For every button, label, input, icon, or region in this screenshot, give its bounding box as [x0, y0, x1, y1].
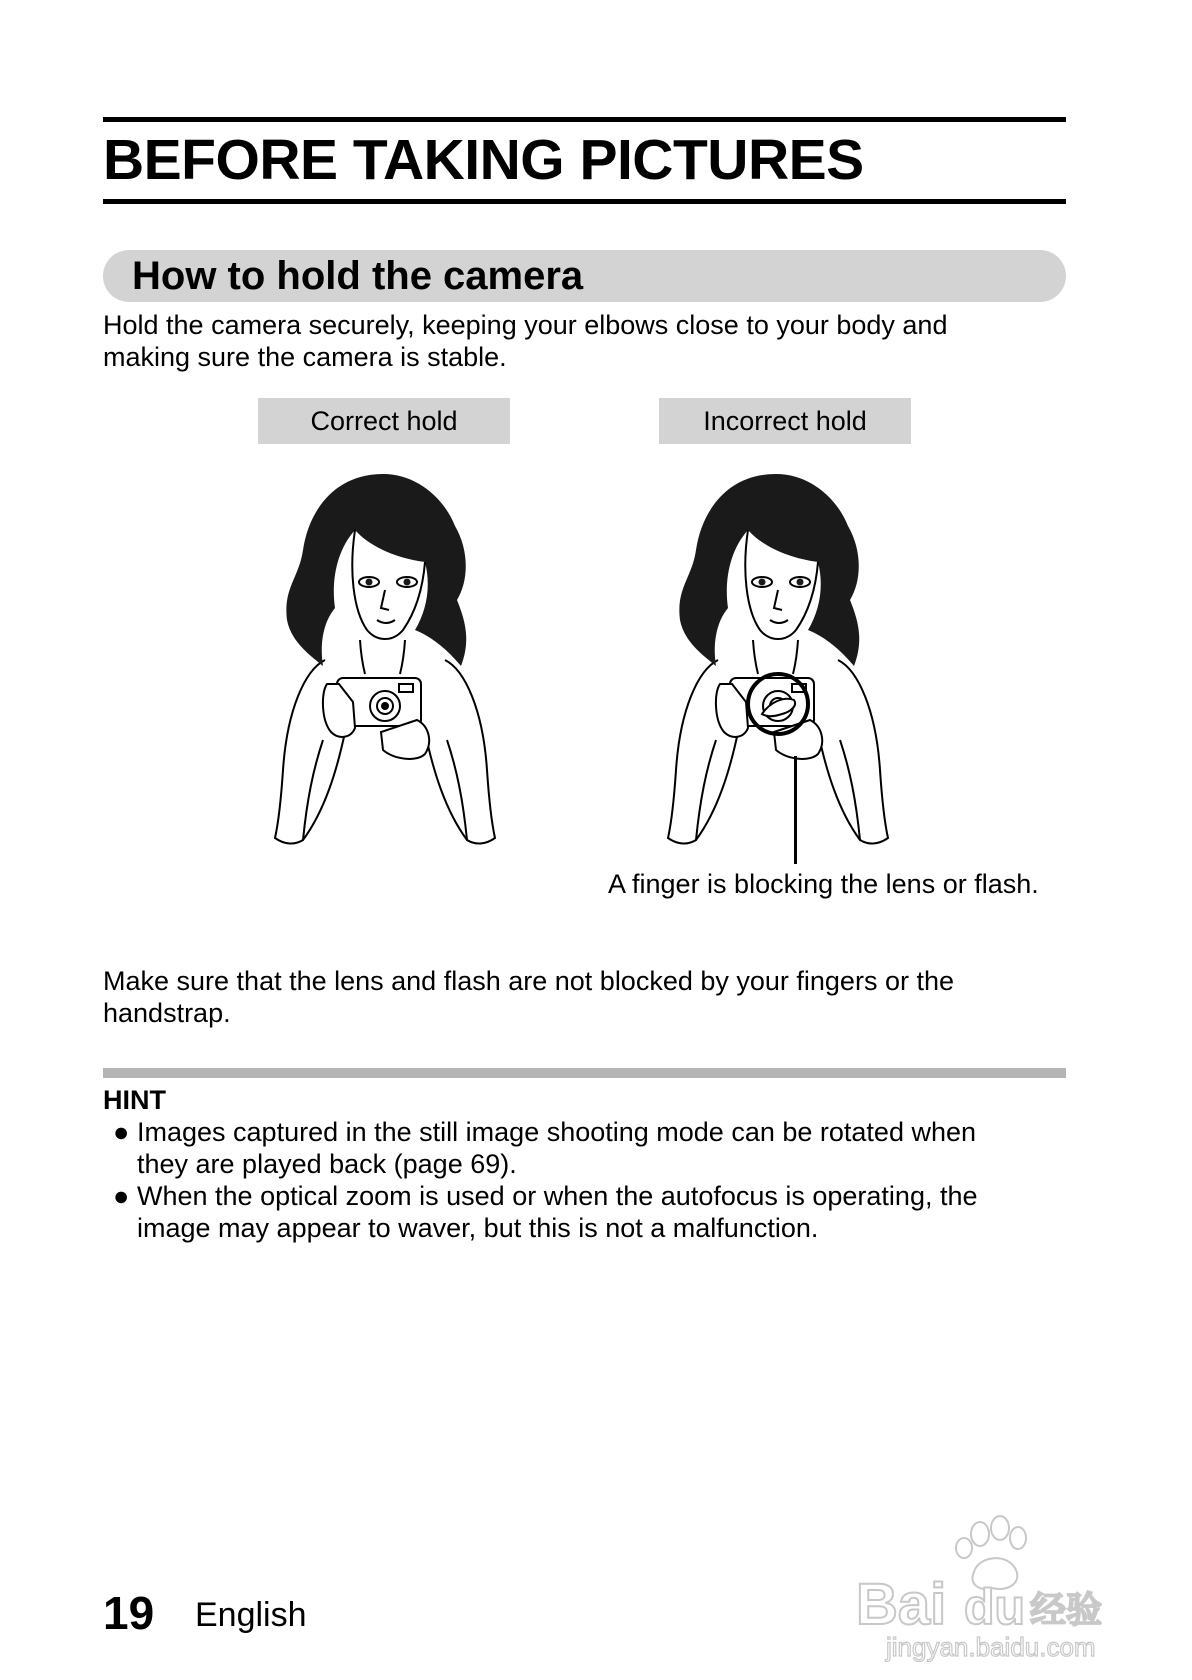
hint-list [103, 1116, 1066, 1244]
figure-caption: A finger is blocking the lens or flash. [608, 869, 1039, 899]
incorrect-hold-illustration [658, 470, 898, 850]
svg-text:du: du [964, 1579, 1026, 1635]
baidu-watermark-logo [852, 1512, 1132, 1662]
correct-hold-label: Correct hold [258, 398, 510, 444]
hint-line: they are played back (page 69). [137, 1149, 517, 1179]
caption-pointer-line [794, 756, 797, 864]
svg-text:经验: 经验 [1030, 1590, 1103, 1631]
note-line: Make sure that the lens and flash are not blocked by your fingers or the [103, 966, 954, 996]
title-bottom-rule [103, 199, 1066, 204]
page-title: BEFORE TAKING PICTURES [103, 128, 864, 192]
correct-hold-illustration [265, 470, 505, 850]
hint-item [103, 1180, 1066, 1244]
page-number: 19 [103, 1587, 155, 1639]
intro-paragraph [103, 309, 1066, 373]
intro-line: Hold the camera securely, keeping your elbows close to your body and [103, 310, 948, 340]
svg-text:jingyan.baidu.com: jingyan.baidu.com [886, 1632, 1096, 1662]
section-title: How to hold the camera [132, 254, 584, 298]
note-paragraph [103, 965, 1066, 1029]
language-label: English [195, 1596, 307, 1634]
section-header [103, 250, 1066, 302]
bullet-icon: ● [113, 1117, 130, 1147]
hint-line: When the optical zoom is used or when the autofocus is operating, the [137, 1181, 978, 1211]
hint-line: image may appear to waver, but this is not a malfunction. [137, 1213, 819, 1243]
title-top-rule [103, 117, 1066, 122]
incorrect-hold-label: Incorrect hold [659, 398, 911, 444]
intro-line: making sure the camera is stable. [103, 342, 507, 372]
hint-line: Images captured in the still image shooting mode can be rotated when [137, 1117, 977, 1147]
svg-text:Bai: Bai [856, 1572, 947, 1637]
note-line: handstrap. [103, 998, 231, 1028]
hint-title: HINT [103, 1085, 166, 1115]
hint-divider [103, 1068, 1066, 1078]
hint-item [103, 1116, 1066, 1180]
bullet-icon: ● [113, 1181, 130, 1211]
